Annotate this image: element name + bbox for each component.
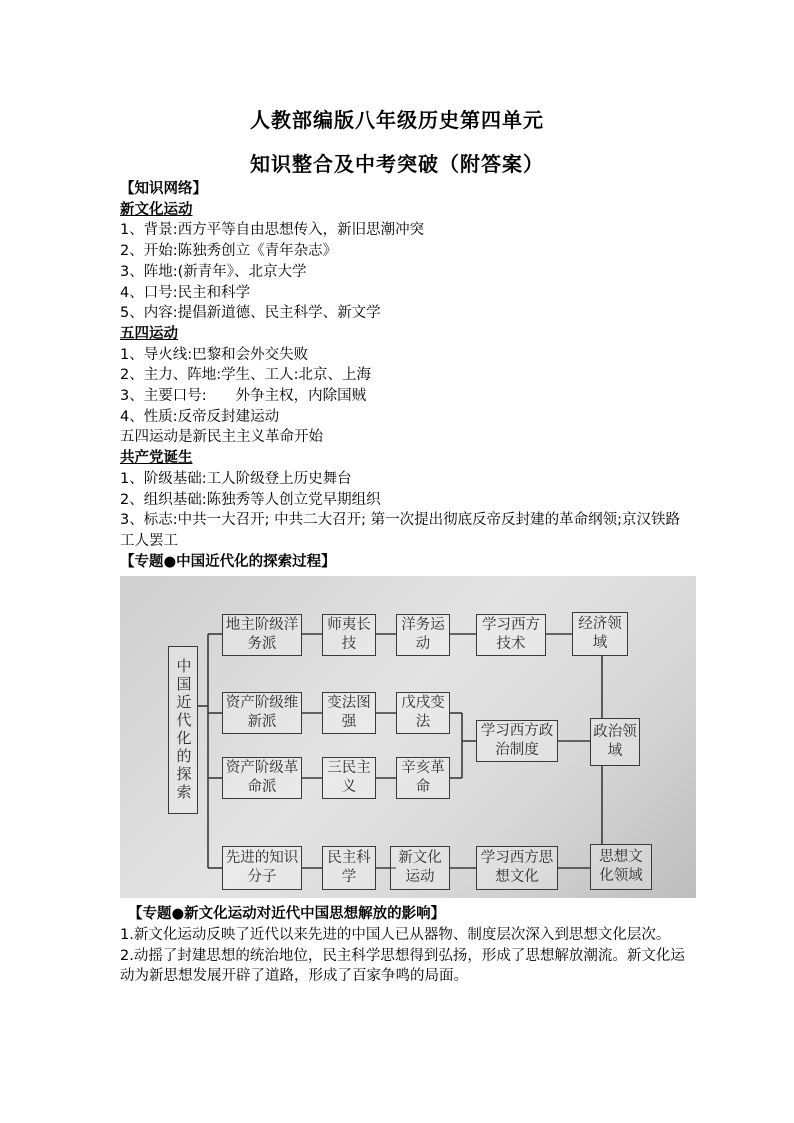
paragraph: 1.新文化运动反映了近代以来先进的中国人已从器物、制度层次深入到思想文化层次。 <box>120 927 671 944</box>
paragraph: 2.动摇了封建思想的统治地位，民主科学思想得到弘扬，形成了思想解放潮流。新文化运动为新思想发展开辟了道路，形成了百家争鸣的局面。 <box>120 947 685 985</box>
diagram-field-box: 经济领域 <box>572 612 628 656</box>
section-heading-new-culture: 新文化运动 <box>120 201 193 218</box>
diagram-field-box: 思想文化领域 <box>590 844 652 890</box>
document-subtitle: 知识整合及中考突破（附答案） <box>250 152 544 176</box>
diagram-idea-box: 民主科学 <box>322 846 376 890</box>
diagram-root-box: 中国近代化的探索 <box>168 646 198 814</box>
list-item: 3、阵地:(新青年》、北京大学 <box>120 263 307 280</box>
list-item: 3、主要口号: 外争主权，内除国贼 <box>120 388 367 405</box>
diagram-learn-box: 学习西方思想文化 <box>476 846 558 890</box>
diagram-group-box: 资产阶级维新派 <box>222 692 302 734</box>
document-title: 人教部编版八年级历史第四单元 <box>250 108 544 132</box>
list-item: 1、导火线:巴黎和会外交失败 <box>120 346 309 363</box>
document-body <box>120 179 690 987</box>
diagram-movement-box: 新文化运动 <box>390 846 450 890</box>
list-item: 5、内容:提倡新道德、民主科学、新文学 <box>120 305 381 322</box>
list-item: 4、性质:反帝反封建运动 <box>120 408 280 425</box>
list-item: 2、主力、阵地:学生、工人:北京、上海 <box>120 367 371 384</box>
diagram-learn-box: 学习西方政治制度 <box>476 720 558 762</box>
list-item: 2、组织基础:陈独秀等人创立党早期组织 <box>120 491 381 508</box>
diagram-field-box: 政治领域 <box>590 718 640 766</box>
section-heading-may-fourth: 五四运动 <box>120 325 178 342</box>
diagram-idea-box: 师夷长技 <box>322 614 376 656</box>
diagram-group-box: 先进的知识分子 <box>222 846 302 890</box>
section-heading-party-founding: 共产党诞生 <box>120 450 193 467</box>
knowledge-network-header: 【知识网络】 <box>120 181 207 197</box>
modernization-diagram-photo <box>120 576 696 898</box>
list-item: 1、背景:西方平等自由思想传入，新旧思潮冲突 <box>120 222 425 239</box>
list-item: 五四运动是新民主主义革命开始 <box>120 429 323 446</box>
diagram-movement-box: 辛亥革命 <box>396 757 450 799</box>
diagram-idea-box: 变法图强 <box>322 692 376 734</box>
diagram-idea-box: 三民主义 <box>322 757 376 799</box>
list-item: 4、口号:民主和科学 <box>120 284 251 301</box>
list-item: 2、开始:陈独秀创立《青年杂志》 <box>120 243 338 260</box>
list-item: 3、标志:中共一大召开; 中共二大召开; 第一次提出彻底反帝反封建的革命纲领;京汉铁路工人罢工 <box>120 512 680 549</box>
diagram-group-box: 地主阶级洋务派 <box>222 614 302 656</box>
diagram-learn-box: 学习西方技术 <box>476 614 546 656</box>
list-item: 1、阶级基础:工人阶级登上历史舞台 <box>120 470 352 487</box>
topic-header-new-culture-impact: 【专题●新文化运动对近代中国思想解放的影响】 <box>128 906 446 923</box>
diagram-group-box: 资产阶级革命派 <box>222 757 302 799</box>
diagram-movement-box: 洋务运动 <box>396 614 450 656</box>
diagram-movement-box: 戊戌变法 <box>396 692 450 734</box>
topic-header-modernization: 【专题●中国近代化的探索过程】 <box>120 553 336 570</box>
